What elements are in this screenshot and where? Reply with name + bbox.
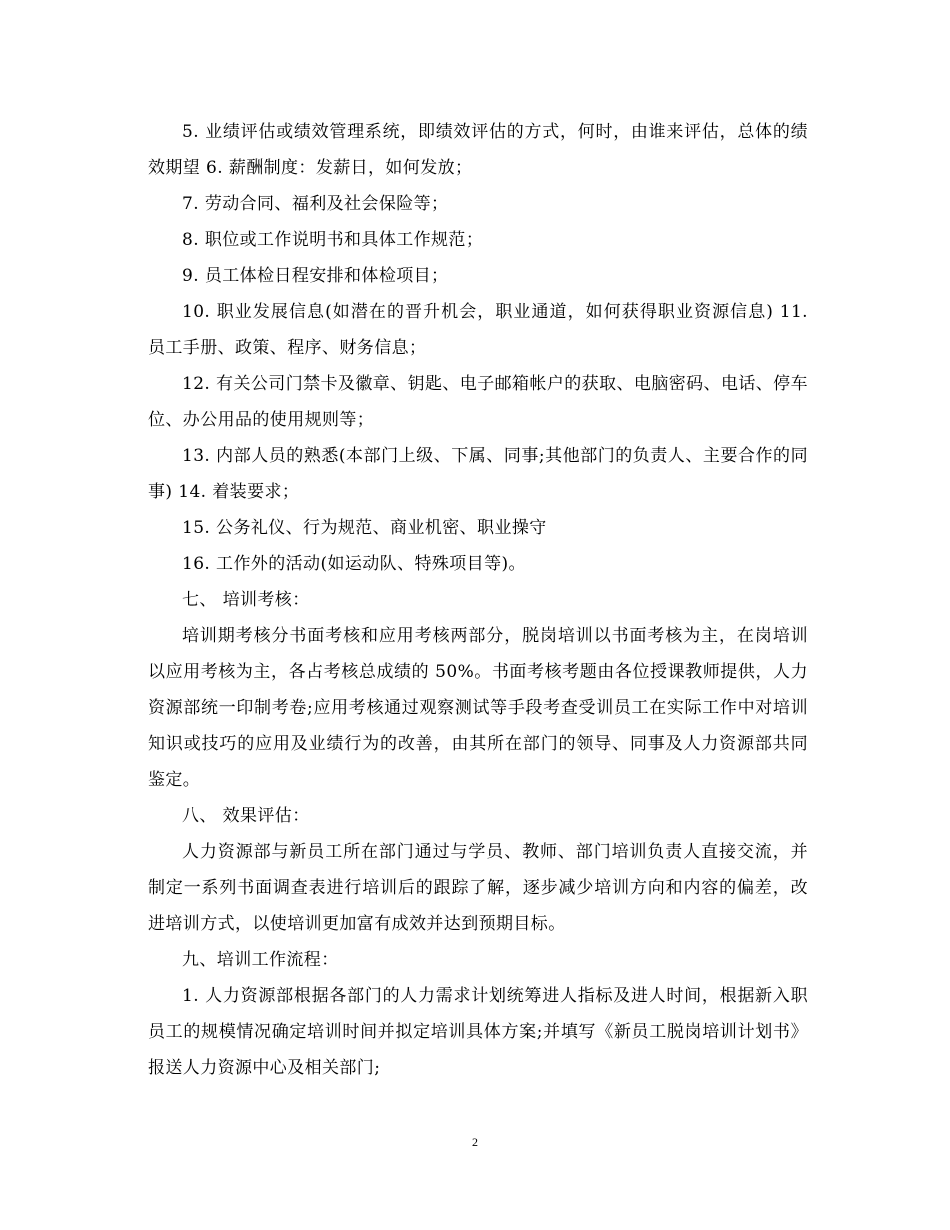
paragraph: 1. 人力资源部根据各部门的人力需求计划统筹进人指标及进人时间，根据新入职员工的规模情况确定培训时间并拟定培训具体方案;并填写《新员工脱岗培训计划书》报送人力资源中心及相关部门; <box>148 986 808 1078</box>
section-heading: 七、 培训考核： <box>182 590 310 610</box>
paragraph: 12. 有关公司门禁卡及徽章、钥匙、电子邮箱帐户的获取、电脑密码、电话、停车位、办公用品的使用规则等； <box>148 374 808 430</box>
page-number: 2 <box>472 1135 478 1149</box>
paragraph: 培训期考核分书面考核和应用考核两部分，脱岗培训以书面考核为主，在岗培训以应用考核为主，各占考核总成绩的 50%。书面考核考题由各位授课教师提供，人力资源部统一印制考卷;应用考核通过观察测试等手段考查受训员工在实际工作中对培训知识或技巧的应用及业绩行为的改善，由其所在部门的领导、同事及人力资源部共同鉴定。 <box>148 626 808 790</box>
paragraph: 16. 工作外的活动(如运动队、特殊项目等)。 <box>182 554 526 574</box>
paragraph: 13. 内部人员的熟悉(本部门上级、下属、同事;其他部门的负责人、主要合作的同事) 14. 着装要求； <box>148 446 808 502</box>
paragraph: 7. 劳动合同、福利及社会保险等； <box>182 194 449 214</box>
section-heading: 九、培训工作流程： <box>182 950 339 970</box>
paragraph: 15. 公务礼仪、行为规范、商业机密、职业操守 <box>182 518 547 538</box>
document-body <box>148 114 808 1086</box>
paragraph: 人力资源部与新员工所在部门通过与学员、教师、部门培训负责人直接交流，并制定一系列书面调查表进行培训后的跟踪了解，逐步减少培训方向和内容的偏差，改进培训方式，以使培训更加富有成效并达到预期目标。 <box>148 842 808 934</box>
paragraph: 8. 职位或工作说明书和具体工作规范； <box>182 230 484 250</box>
paragraph: 10. 职业发展信息(如潜在的晋升机会，职业通道，如何获得职业资源信息) 11. 员工手册、政策、程序、财务信息； <box>148 302 808 358</box>
paragraph: 9. 员工体检日程安排和体检项目； <box>182 266 449 286</box>
section-heading: 八、 效果评估： <box>182 806 310 826</box>
paragraph: 5. 业绩评估或绩效管理系统，即绩效评估的方式，何时，由谁来评估，总体的绩效期望 6. 薪酬制度：发薪日，如何发放； <box>148 122 808 178</box>
